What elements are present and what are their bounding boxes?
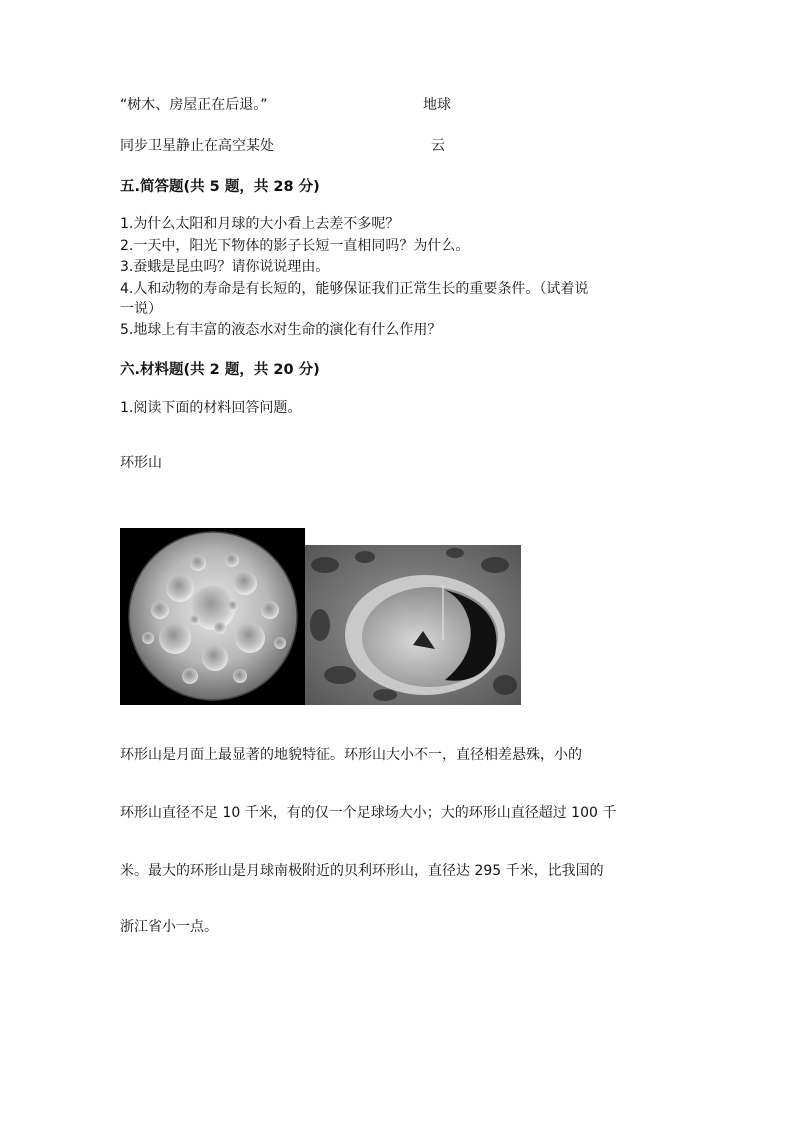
matching-row2-right: 云 [431, 138, 445, 154]
material-paragraph-line-3: 米。最大的环形山是月球南极附近的贝利环形山，直径达 295 千米，比我国的 [120, 863, 604, 879]
material-title: 环形山 [120, 455, 162, 471]
material-paragraph-line-4: 浙江省小一点。 [120, 919, 218, 935]
section-5-title: 五.简答题(共 5 题，共 28 分) [120, 179, 320, 195]
material-paragraph-line-1: 环形山是月面上最显著的地貌特征。环形山大小不一，直径相差悬殊，小的 [120, 747, 582, 763]
question-5-4-cont: 一说） [120, 301, 162, 317]
question-5-3: 3.蚕蛾是昆虫吗？请你说说理由。 [120, 259, 330, 275]
question-5-2: 2.一天中，阳光下物体的影子长短一直相同吗？为什么。 [120, 238, 470, 254]
matching-row2-left: 同步卫星静止在高空某处 [120, 138, 274, 154]
matching-row1-left: “树木、房屋正在后退。” [120, 97, 268, 113]
crater-closeup-image [305, 545, 521, 705]
matching-row1-right: 地球 [423, 97, 451, 113]
question-6-1: 1.阅读下面的材料回答问题。 [120, 400, 302, 416]
material-paragraph-line-2: 环形山直径不足 10 千米，有的仅一个足球场大小；大的环形山直径超过 100 千 [120, 805, 617, 821]
moon-south-pole-image [120, 528, 305, 705]
section-6-title: 六.材料题(共 2 题，共 20 分) [120, 362, 320, 378]
question-5-5: 5.地球上有丰富的液态水对生命的演化有什么作用？ [120, 322, 442, 338]
question-5-4: 4.人和动物的寿命是有长短的，能够保证我们正常生长的重要条件。（试着说 [120, 281, 589, 297]
question-5-1: 1.为什么太阳和月球的大小看上去差不多呢？ [120, 216, 400, 232]
